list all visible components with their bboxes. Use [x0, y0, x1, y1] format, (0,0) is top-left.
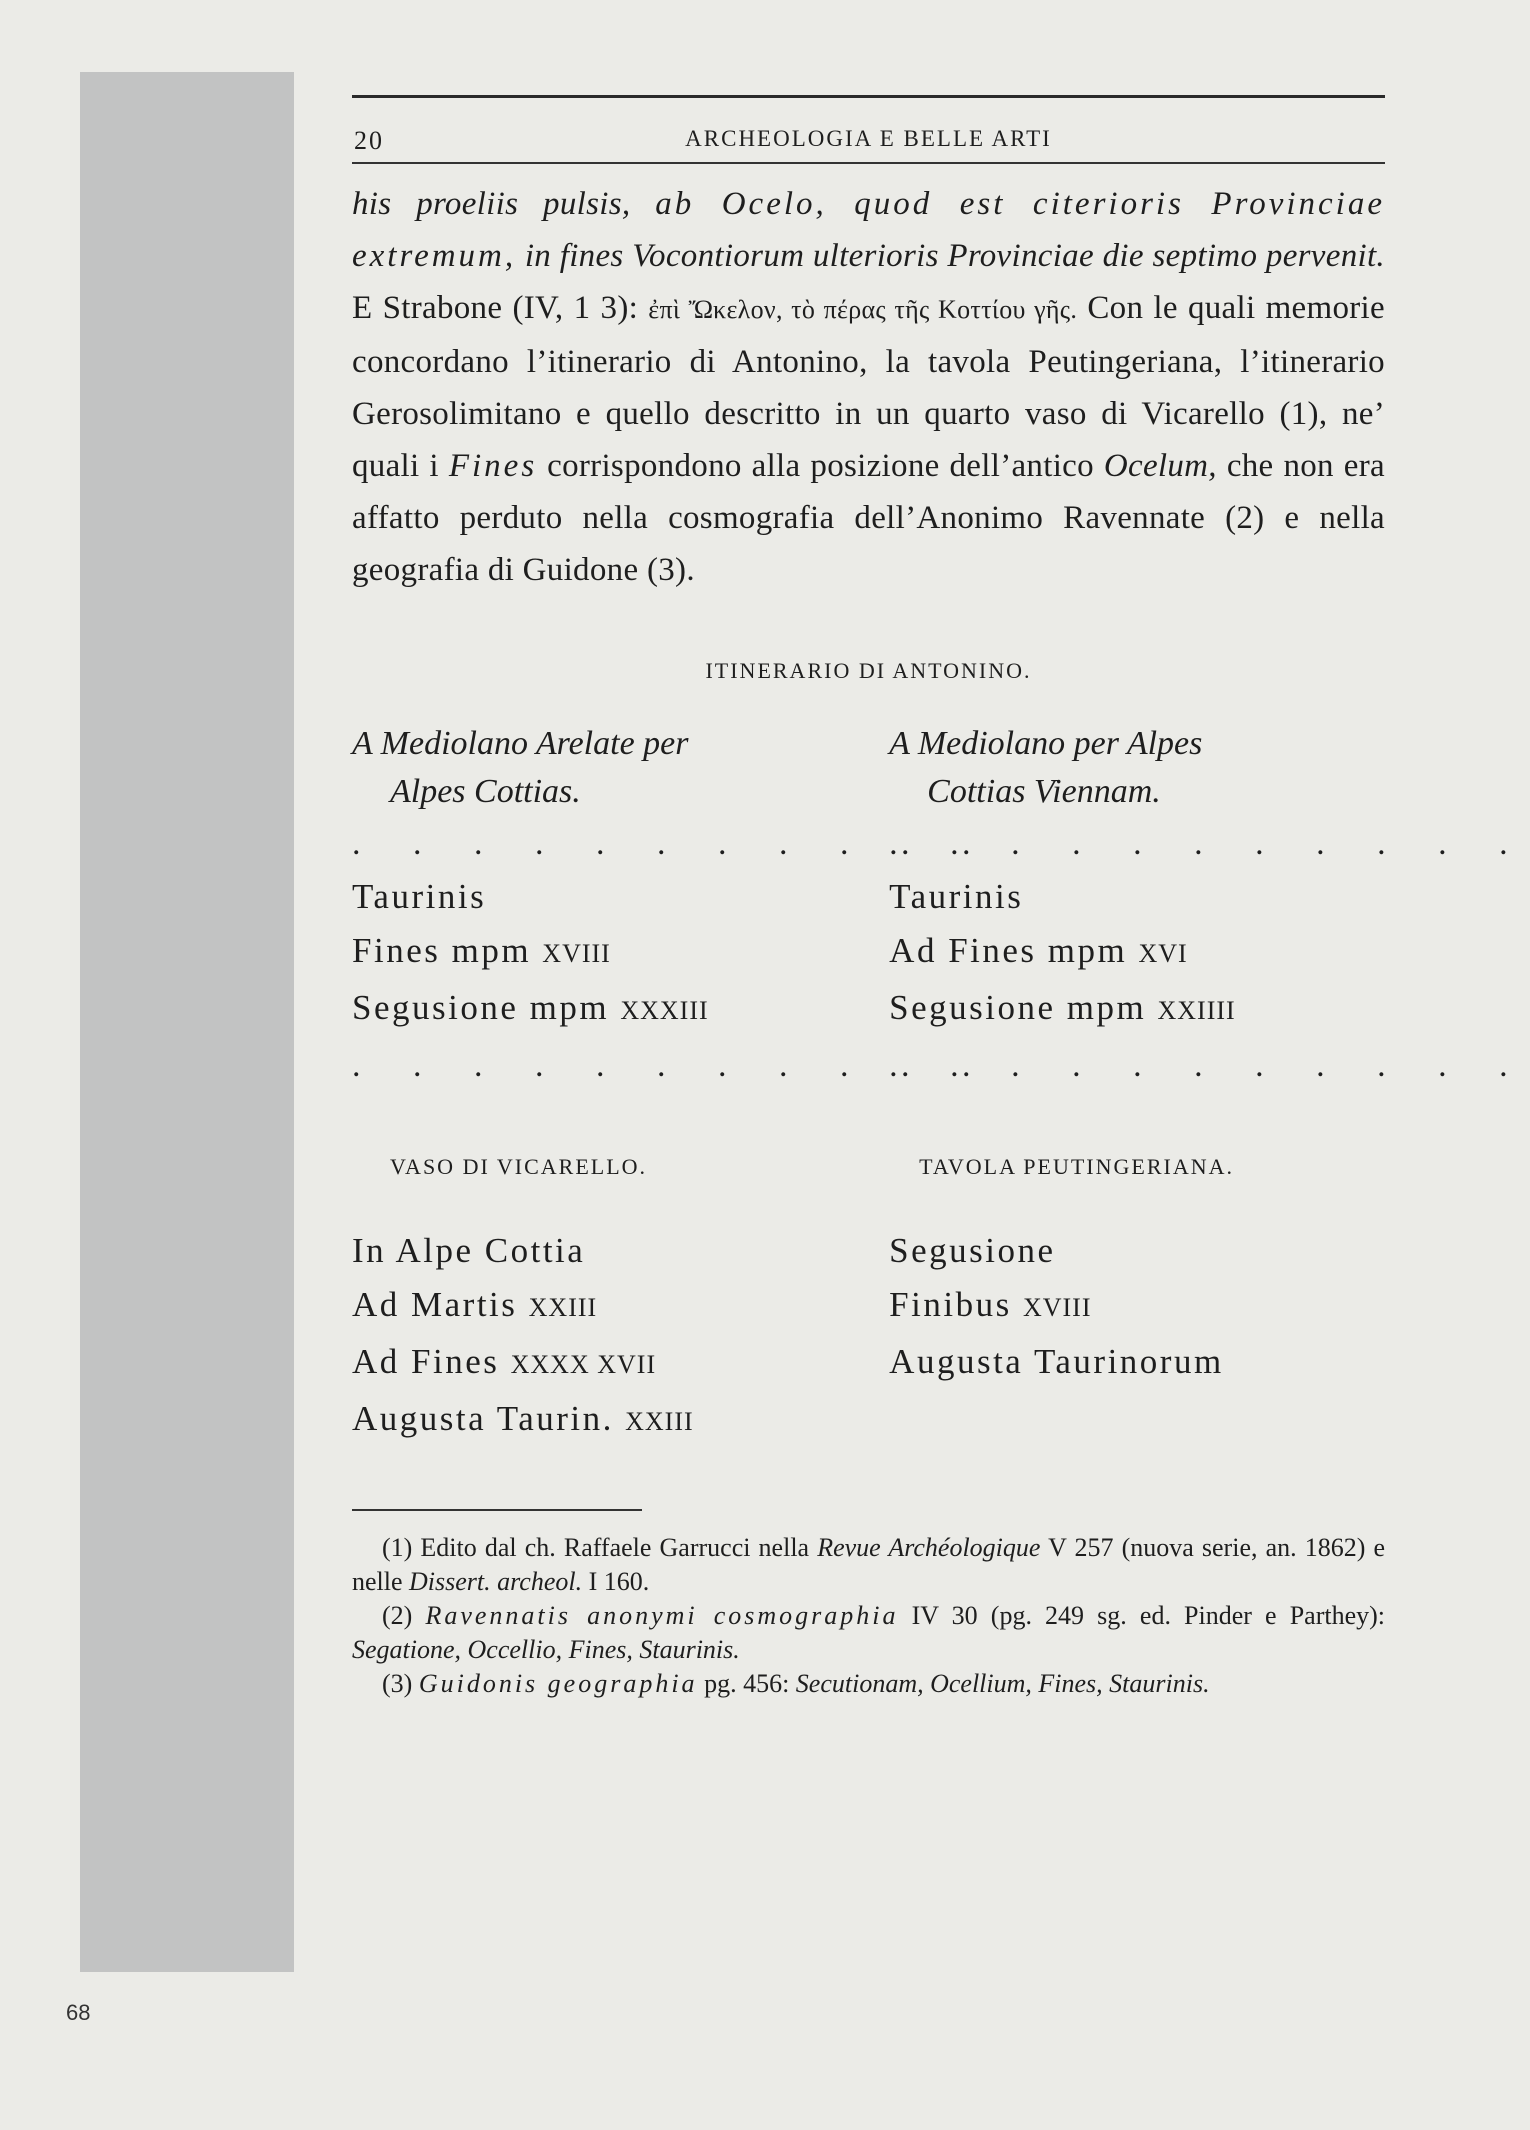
- list-item: Taurinis: [352, 877, 487, 916]
- entry-number: XVI: [1138, 939, 1188, 968]
- entry-label: Ad Fines: [352, 1342, 500, 1381]
- running-title: ARCHEOLOGIA E BELLE ARTI: [685, 126, 1052, 151]
- entry-number: XXIIII: [1157, 996, 1236, 1025]
- entry-number: XXXIII: [620, 996, 709, 1025]
- right-route-line-2: Cottias Viennam.: [927, 773, 1161, 810]
- footnote-text: (3): [382, 1669, 413, 1698]
- footnote-text: V 257 (nuova serie, an. 1862) e nelle: [352, 1533, 1386, 1596]
- sources-columns: [352, 1092, 1385, 1449]
- entry-number: XXIII: [528, 1293, 598, 1322]
- entry-label: Ad Martis: [352, 1285, 518, 1324]
- footnote-title: Guidonis geographia: [418, 1669, 698, 1698]
- list-item: [352, 1392, 848, 1449]
- footnote-title: Secutionam, Ocellium, Fines, Staurinis.: [795, 1669, 1210, 1698]
- footnotes: [352, 1531, 1385, 1701]
- itinerary-columns: [352, 720, 1530, 1092]
- body-text-2: corrispondono alla posizione dell’antico: [547, 448, 1094, 484]
- strabo-ref: E Strabone (IV, 1 3):: [352, 290, 639, 326]
- footnote-text: IV 30 (pg. 249 sg. ed. Pinder e Parthey):: [911, 1601, 1385, 1630]
- footnote-text: pg. 456:: [704, 1669, 790, 1698]
- fines-term: Fines: [448, 448, 538, 484]
- running-head: [352, 98, 1385, 162]
- list-item: [352, 1335, 848, 1392]
- page-number: 20: [354, 126, 384, 155]
- footnote-text: I 160.: [588, 1567, 650, 1596]
- section-title-vaso: VASO DI VICARELLO.: [390, 1154, 648, 1179]
- right-route-heading: [889, 720, 1385, 816]
- list-item: [889, 1278, 1385, 1335]
- ellipsis-dots: . . . . . . . . . . .: [352, 1047, 993, 1084]
- entry-label: Segusione mpm: [352, 988, 610, 1027]
- left-itinerary: [352, 720, 993, 1092]
- ocelum-term: Ocelum,: [1103, 448, 1217, 484]
- entry-label: Finibus: [889, 1285, 1012, 1324]
- entry-label: Fines mpm: [352, 931, 532, 970]
- footnote-text: (2): [382, 1601, 413, 1630]
- outer-page-number: 68: [66, 2000, 91, 2025]
- footnote-title: Revue Archéologique: [817, 1533, 1041, 1562]
- entry-number: XXXX XVII: [510, 1350, 657, 1379]
- list-item: [889, 924, 1385, 981]
- footnote-rule: [352, 1509, 642, 1511]
- footnote-2: [352, 1599, 1385, 1667]
- vaso-column: [352, 1092, 848, 1449]
- ellipsis-dots: . . . . . . . . . . .: [889, 1047, 1530, 1084]
- latin-quote-3: in fines Vocontiorum ulterioris Provinciae die septimo pervenit.: [524, 238, 1385, 274]
- greek-quote: ἐπὶ Ὤκελον, τὸ πέρας τῆς Κοττίου γῆς.: [648, 295, 1078, 324]
- footnote-title: Segatione, Occellio, Fines, Staurinis.: [352, 1635, 740, 1664]
- entry-number: XVIII: [542, 939, 611, 968]
- tavola-column: [889, 1092, 1385, 1449]
- right-itinerary: [889, 720, 1530, 1092]
- footnote-3: [352, 1667, 1385, 1701]
- left-route-line-2: Alpes Cottias.: [390, 773, 581, 810]
- latin-quote-1: his proeliis pulsis,: [352, 186, 631, 222]
- section-title-itinerario: ITINERARIO DI ANTONINO.: [705, 658, 1032, 683]
- list-item: In Alpe Cottia: [352, 1231, 586, 1270]
- ellipsis-dots: . . . . . . . . . . .: [352, 825, 993, 862]
- entry-label: Segusione mpm: [889, 988, 1147, 1027]
- left-route-heading: [352, 720, 848, 816]
- list-item: Taurinis: [889, 877, 1024, 916]
- list-item: [352, 1278, 848, 1335]
- entry-number: XXIII: [625, 1407, 694, 1436]
- list-item: Segusione: [889, 1231, 1056, 1270]
- book-page: [352, 95, 1530, 1701]
- latin-quote-2: ab Ocelo, quod est citerioris Provinciae extremum,: [352, 186, 1385, 274]
- footnote-text: (1) Edito dal ch. Raffaele Garrucci nella: [382, 1533, 810, 1562]
- entry-label: Ad Fines mpm: [889, 931, 1128, 970]
- right-route-line-1: A Mediolano per Alpes: [889, 725, 1203, 762]
- entry-number: XVIII: [1022, 1293, 1092, 1322]
- body-paragraph: [352, 178, 1385, 596]
- body-text-1: Con le quali memorie concordano l’itinerario di Antonino, la tavola Peutingeriana, l’itinerario Gerosolimitano e quello descritto in un quarto vaso di Vicarello (1), ne’ quali i: [352, 290, 1385, 484]
- list-item: [352, 981, 848, 1038]
- footnote-title: Ravennatis anonymi cosmographia: [425, 1601, 899, 1630]
- entry-label: Augusta Taurin.: [352, 1399, 614, 1438]
- footnote-title: Dissert. archeol.: [409, 1567, 583, 1596]
- header-rule-bottom: [352, 162, 1385, 164]
- ellipsis-dots: . . . . . . . . . . .: [889, 825, 1530, 862]
- body-text-3: che non era affatto perduto nella cosmografia dell’Anonimo Ravennate (2) e nella geografia di Guidone (3).: [352, 448, 1385, 588]
- list-item: Augusta Taurinorum: [889, 1342, 1224, 1381]
- list-item: [889, 981, 1385, 1038]
- footnote-1: [352, 1531, 1385, 1599]
- list-item: [352, 924, 848, 981]
- section-title-tavola: TAVOLA PEUTINGERIANA.: [919, 1154, 1234, 1179]
- gray-margin-band: [80, 72, 294, 1972]
- left-route-line-1: A Mediolano Arelate per: [352, 725, 689, 762]
